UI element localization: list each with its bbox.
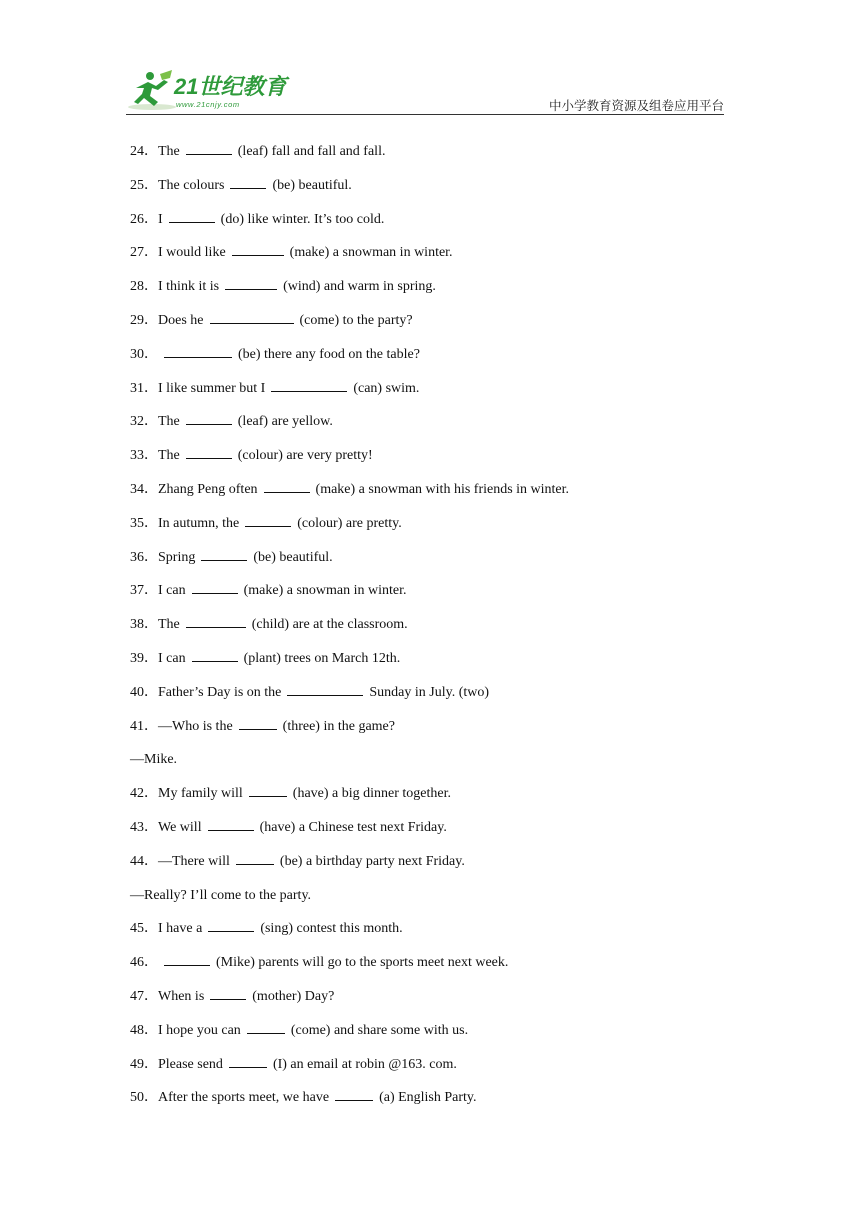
item-number: 43． bbox=[130, 820, 158, 835]
item-text-after: (mother) Day? bbox=[252, 989, 335, 1004]
item-number: 38． bbox=[130, 617, 158, 633]
item-text-after: Sunday in July. (two) bbox=[369, 684, 490, 700]
item-text-after: (make) a snowman in winter. bbox=[289, 245, 453, 261]
item-text-before: I can bbox=[158, 651, 186, 666]
answer-blank[interactable] bbox=[186, 142, 232, 155]
exercise-item bbox=[130, 818, 447, 838]
dialogue-line: —Mike. bbox=[130, 752, 178, 768]
answer-blank[interactable] bbox=[264, 480, 310, 493]
answer-blank[interactable] bbox=[201, 548, 247, 561]
item-number: 44． bbox=[130, 853, 158, 869]
item-number: 36． bbox=[130, 549, 158, 565]
answer-blank[interactable] bbox=[192, 581, 238, 594]
exercise-item bbox=[130, 987, 334, 1007]
page-header bbox=[126, 68, 724, 114]
item-text-after: (have) a Chinese test next Friday. bbox=[259, 820, 447, 835]
item-number: 37． bbox=[130, 583, 158, 599]
item-text-before: Spring bbox=[158, 549, 196, 565]
item-text-before: —Who is the bbox=[158, 718, 233, 734]
item-text-before: I like summer but I bbox=[158, 380, 266, 396]
item-text-after: (make) a snowman in winter. bbox=[243, 583, 407, 599]
item-text-after: (have) a big dinner together. bbox=[292, 786, 451, 802]
exercise-item bbox=[130, 852, 465, 872]
item-number: 46． bbox=[130, 955, 158, 971]
answer-blank[interactable] bbox=[186, 615, 246, 628]
exercise-item bbox=[130, 919, 403, 939]
item-text-after: (be) there any food on the table? bbox=[238, 346, 420, 362]
item-text-after: (leaf) fall and fall and fall. bbox=[237, 144, 386, 159]
answer-blank[interactable] bbox=[247, 1021, 285, 1034]
exercise-item bbox=[130, 649, 400, 669]
item-text-before: The bbox=[158, 617, 180, 633]
exercise-item bbox=[130, 311, 413, 331]
exercise-item bbox=[130, 277, 436, 297]
answer-blank[interactable] bbox=[192, 649, 238, 662]
item-text-before: After the sports meet, we have bbox=[158, 1090, 330, 1106]
item-number: 45． bbox=[130, 921, 158, 937]
item-number: 34． bbox=[130, 482, 158, 497]
item-number: 29． bbox=[130, 313, 158, 328]
answer-blank[interactable] bbox=[169, 210, 215, 223]
answer-blank[interactable] bbox=[230, 176, 266, 189]
item-text-after: (plant) trees on March 12th. bbox=[243, 651, 401, 666]
item-text-after: (can) swim. bbox=[353, 380, 420, 396]
item-number: 32． bbox=[130, 414, 158, 430]
dialogue-line: —Really? I’ll come to the party. bbox=[130, 887, 312, 903]
item-number: 42． bbox=[130, 786, 158, 802]
answer-blank[interactable] bbox=[210, 311, 294, 324]
exercise-item bbox=[130, 210, 384, 230]
exercise-item bbox=[130, 1021, 468, 1041]
item-number: 39． bbox=[130, 651, 158, 666]
logo-url: www.21cnjy.com bbox=[176, 100, 240, 109]
answer-blank[interactable] bbox=[245, 514, 291, 527]
item-text-before: I have a bbox=[158, 921, 203, 937]
answer-blank[interactable] bbox=[271, 379, 347, 392]
item-text-after: (leaf) are yellow. bbox=[237, 414, 333, 430]
item-text-after: (do) like winter. It’s too cold. bbox=[220, 211, 385, 227]
item-text-after: (child) are at the classroom. bbox=[251, 617, 408, 633]
item-text-before: —There will bbox=[158, 853, 230, 869]
item-text-before: I bbox=[158, 211, 163, 227]
item-number: 40． bbox=[130, 684, 158, 700]
answer-blank[interactable] bbox=[208, 818, 254, 831]
item-text-after: (be) beautiful. bbox=[253, 549, 333, 565]
item-number: 41． bbox=[130, 718, 158, 734]
item-number: 25． bbox=[130, 177, 158, 193]
answer-blank[interactable] bbox=[249, 784, 287, 797]
answer-blank[interactable] bbox=[186, 412, 232, 425]
exercise-item bbox=[130, 379, 419, 399]
item-number: 50． bbox=[130, 1090, 158, 1106]
item-text-after: (be) beautiful. bbox=[272, 177, 352, 193]
item-text-before: I can bbox=[158, 583, 186, 599]
exercise-item bbox=[130, 717, 395, 737]
item-text-before: I would like bbox=[158, 245, 226, 261]
item-text-before: I hope you can bbox=[158, 1022, 241, 1038]
runner-logo-icon bbox=[126, 68, 178, 114]
item-text-before: My family will bbox=[158, 786, 243, 802]
answer-blank[interactable] bbox=[236, 852, 274, 865]
exercise-item bbox=[130, 581, 407, 601]
item-number: 27． bbox=[130, 245, 158, 261]
exercise-item bbox=[130, 548, 333, 568]
answer-blank[interactable] bbox=[186, 446, 232, 459]
item-text-after: (three) in the game? bbox=[282, 718, 395, 734]
answer-blank[interactable] bbox=[164, 345, 232, 358]
answer-blank[interactable] bbox=[208, 919, 254, 932]
item-text-after: (come) and share some with us. bbox=[290, 1022, 469, 1038]
item-text-after: (make) a snowman with his friends in winter. bbox=[315, 482, 570, 497]
exercise-item bbox=[130, 1055, 457, 1075]
item-number: 49． bbox=[130, 1056, 158, 1072]
exercise-item bbox=[130, 446, 373, 466]
item-text-before: We will bbox=[158, 820, 202, 835]
exercise-item bbox=[130, 142, 385, 162]
answer-blank[interactable] bbox=[164, 953, 210, 966]
exercise-item bbox=[130, 683, 489, 703]
logo-text: 21世纪教育 bbox=[174, 74, 287, 99]
item-number: 31． bbox=[130, 380, 158, 396]
item-number: 24． bbox=[130, 144, 158, 159]
item-text-after: (a) English Party. bbox=[379, 1090, 477, 1106]
item-text-before: I think it is bbox=[158, 279, 220, 295]
exercise-item bbox=[130, 1088, 477, 1108]
item-number: 26． bbox=[130, 211, 158, 227]
header-divider bbox=[126, 114, 724, 115]
item-text-after: (Mike) parents will go to the sports meet next week. bbox=[216, 955, 509, 971]
exercise-item bbox=[130, 615, 408, 635]
item-text-before: The bbox=[158, 144, 180, 159]
item-text-after: (colour) are pretty. bbox=[297, 515, 402, 531]
exercise-item bbox=[130, 953, 508, 973]
item-text-after: (colour) are very pretty! bbox=[237, 448, 373, 464]
item-text-after: (come) to the party? bbox=[299, 313, 413, 328]
item-text-after: (sing) contest this month. bbox=[260, 921, 403, 937]
answer-blank[interactable] bbox=[210, 987, 246, 1000]
answer-blank[interactable] bbox=[225, 277, 277, 290]
item-text-before: Please send bbox=[158, 1056, 223, 1072]
item-number: 30． bbox=[130, 346, 158, 362]
item-text-before: Zhang Peng often bbox=[158, 482, 258, 497]
answer-blank[interactable] bbox=[232, 243, 284, 256]
exercise-item bbox=[130, 784, 451, 804]
exercise-item bbox=[130, 480, 569, 500]
item-text-before: Father’s Day is on the bbox=[158, 684, 282, 700]
item-text-before: Does he bbox=[158, 313, 204, 328]
answer-blank[interactable] bbox=[239, 717, 277, 730]
item-text-before: When is bbox=[158, 989, 205, 1004]
exercise-item bbox=[130, 514, 402, 534]
logo bbox=[126, 68, 296, 114]
item-text-after: (wind) and warm in spring. bbox=[283, 279, 436, 295]
exercise-item bbox=[130, 243, 453, 263]
item-text-before: The bbox=[158, 448, 180, 464]
item-number: 35． bbox=[130, 515, 158, 531]
item-text-before: In autumn, the bbox=[158, 515, 240, 531]
answer-blank[interactable] bbox=[287, 683, 363, 696]
item-number: 47． bbox=[130, 989, 158, 1004]
exercise-item bbox=[130, 345, 420, 365]
item-number: 28． bbox=[130, 279, 158, 295]
item-number: 48． bbox=[130, 1022, 158, 1038]
item-text-after: (be) a birthday party next Friday. bbox=[279, 853, 465, 869]
platform-title: 中小学教育资源及组卷应用平台 bbox=[548, 98, 724, 113]
answer-blank[interactable] bbox=[335, 1088, 373, 1101]
exercise-item bbox=[130, 412, 333, 432]
item-text-after: (I) an email at robin @163. com. bbox=[272, 1056, 457, 1072]
item-number: 33． bbox=[130, 448, 158, 464]
exercise-item bbox=[130, 176, 352, 196]
item-text-before: The colours bbox=[158, 177, 225, 193]
item-text-before: The bbox=[158, 414, 180, 430]
answer-blank[interactable] bbox=[229, 1055, 267, 1068]
